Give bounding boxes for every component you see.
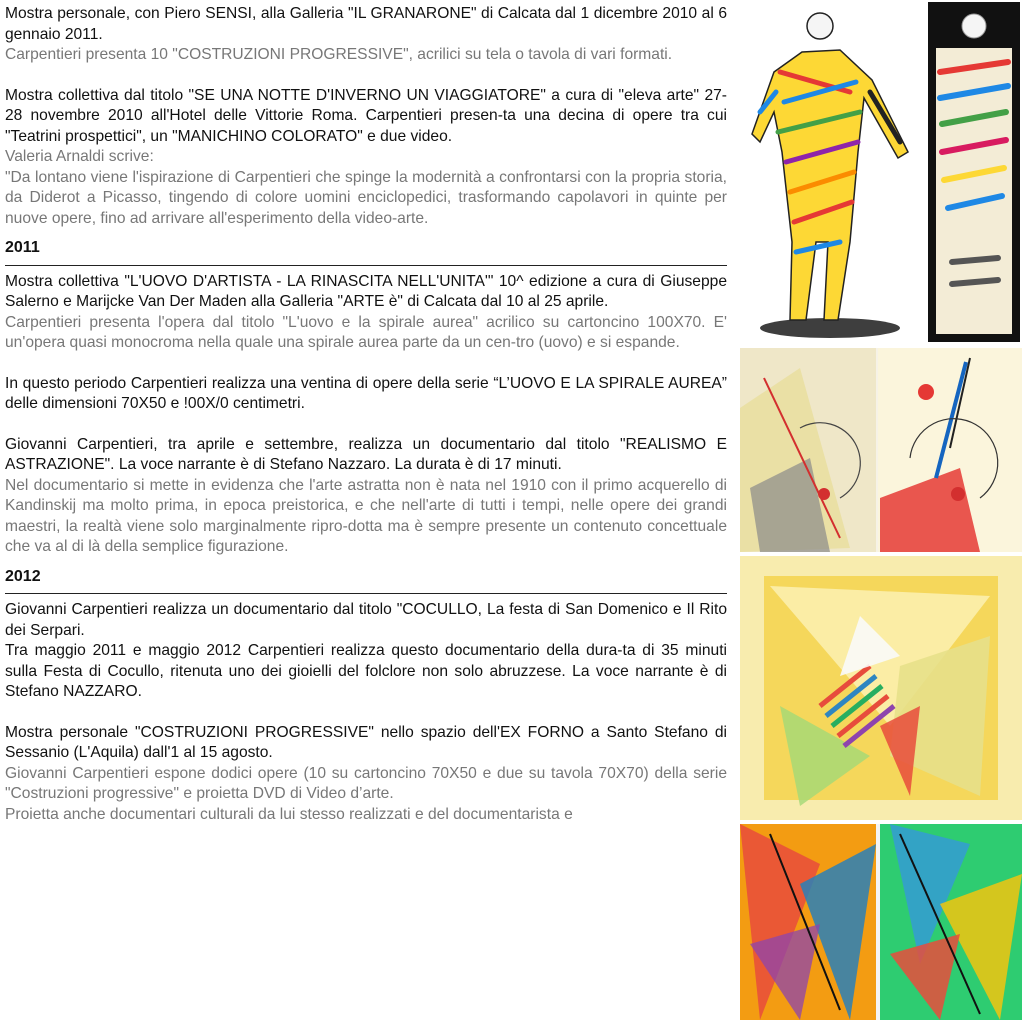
section-divider [5,593,727,594]
year-heading: 2011 [5,239,40,256]
text-column [5,4,727,825]
paragraph-gap [5,415,727,435]
artwork-egg-spiral-diptych [740,348,1022,552]
artwork-progressive-construction-yellow [740,556,1022,820]
event-paragraph: Mostra personale "COSTRUZIONI PROGRESSIVE" nello spazio dell'EX FORNO a Santo Stefano di Sessanio (L'Aquila) dall'1 al 15 agosto. [5,723,727,761]
paragraph-gap [5,703,727,723]
description-paragraph: Giovanni Carpentieri espone dodici opere (10 su cartoncino 70X50 e due su tavola 70X70) della serie "Costruzioni progressive" e proietta DVD di Video d’arte. [5,764,727,802]
event-paragraph: Mostra collettiva "L'UOVO D'ARTISTA - LA RINASCITA NELL'UNITA'" 10^ edizione a cura di Giuseppe Salerno e Marijcke Van Der Maden alla Galleria "ARTE è" di Calcata dal 10 al 25 aprile. [5,272,727,310]
event-paragraph: In questo periodo Carpentieri realizza una ventina di opere della serie “L’UOVO E LA SPIRALE AUREA” delle dimensioni 70X50 e !00X/0 centimetri. [5,374,727,412]
description-paragraph: Carpentieri presenta l'opera dal titolo "L'uovo e la spirale aurea" acrilico su cartoncino 100X70. E' un'opera quasi monocroma nella quale una spirale aurea parte da un cen-tro (uovo) e si espande. [5,313,727,351]
artwork-colored-mannequin [740,2,926,342]
description-paragraph: Nel documentario si mette in evidenza che l'arte astratta non è nata nel 1910 con il primo acquerello di Kandinskij ma molto prima, in epoca preistorica, e che nell'arte di tutti i tempi, nelle opere dei grandi maestri, la realtà viene solo marginalmente ripro-dotta ma è sempre presente un contenuto concettuale che va al di là della semplice figurazione. [5,476,727,555]
artwork-progressive-construction-diptych [740,824,1022,1020]
event-paragraph: Tra maggio 2011 e maggio 2012 Carpentieri realizza questo documentario della dura-ta di 35 minuti sulla Festa di Cocullo, ritenuta uno dei gioielli del folclore non solo abruzzese. La voce narrante è di Stefano NAZZARO. [5,642,727,700]
paragraph-gap [5,66,727,86]
event-paragraph: Mostra collettiva dal titolo "SE UNA NOTTE D'INVERNO UN VIAGGIATORE" a cura di "eleva arte" 27-28 novembre 2010 all'Hotel delle Vittorie Roma. Carpentieri presen-ta una decina di opere tra cui "Teatrini prospettici", un "MANICHINO COLORATO" e due video. [5,86,727,145]
year-heading: 2012 [5,567,41,585]
description-paragraph: Carpentieri presenta 10 "COSTRUZIONI PROGRESSIVE", acrilici su tela o tavola di vari formati. [5,46,673,63]
description-paragraph: "Da lontano viene l'ispirazione di Carpentieri che spinge la modernità a confrontarsi con la propria storia, da Diderot a Picasso, tingendo di colore uomini enciclopedici, trasformando capolavori in quinte per nuove opere, fino ad arrivare all'esperimento della video-arte. [5,168,727,227]
event-paragraph: Giovanni Carpentieri, tra aprile e settembre, realizza un documentario dal titolo "REALISMO E ASTRAZIONE". La voce narrante è di Stefano Nazzaro. La durata è di 17 minuti. [5,435,727,473]
paragraph-gap [5,354,727,374]
section-divider [5,265,727,266]
event-paragraph: Mostra personale, con Piero SENSI, alla Galleria "IL GRANARONE" di Calcata dal 1 dicembre 2010 al 6 gennaio 2011. [5,5,727,43]
event-paragraph: Giovanni Carpentieri realizza un documentario dal titolo "COCULLO, La festa di San Domenico e Il Rito dei Serpari. [5,601,727,639]
description-paragraph: Proietta anche documentari culturali da lui stesso realizzati e del documentarista e [5,805,573,823]
description-paragraph: Valeria Arnaldi scrive: [5,148,154,165]
artwork-mannequin-panel [928,2,1020,342]
